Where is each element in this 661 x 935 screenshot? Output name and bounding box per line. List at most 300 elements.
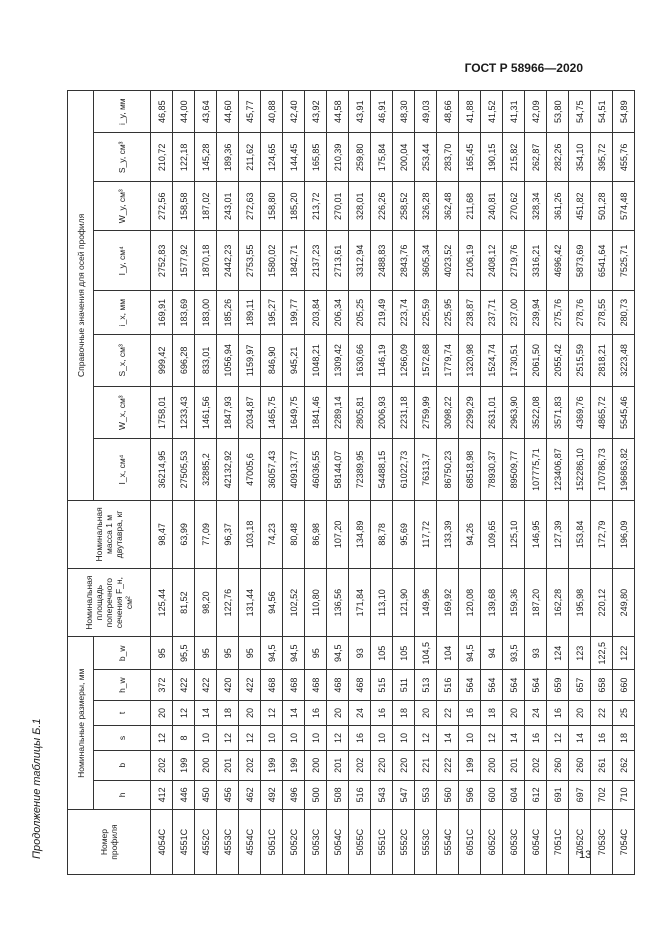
table-cell: 278,55 bbox=[591, 291, 613, 334]
table-cell: 14 bbox=[437, 725, 459, 750]
page-number: 13 bbox=[579, 849, 592, 861]
table-cell: 604 bbox=[503, 780, 525, 810]
table-cell: 210,39 bbox=[327, 133, 349, 182]
table-cell: 543 bbox=[371, 780, 393, 810]
table-cell: 20 bbox=[327, 700, 349, 725]
table-cell: 1524,74 bbox=[481, 334, 503, 386]
table-cell: 2231,18 bbox=[393, 387, 415, 439]
table-cell: 94,26 bbox=[459, 500, 481, 568]
table-cell: 46,85 bbox=[151, 91, 173, 133]
table-cell: 27505,53 bbox=[173, 439, 195, 500]
table-cell: 139,68 bbox=[481, 569, 503, 637]
table-cell: 94,56 bbox=[261, 569, 283, 637]
profile-number-cell: 4553С bbox=[217, 810, 239, 875]
table-row bbox=[349, 91, 371, 875]
table-cell: 103,18 bbox=[239, 500, 261, 568]
table-cell: 187,02 bbox=[195, 182, 217, 231]
table-cell: 24 bbox=[525, 700, 547, 725]
table-cell: 41,31 bbox=[503, 91, 525, 133]
table-cell: 659 bbox=[547, 670, 569, 701]
table-cell: 102,52 bbox=[283, 569, 305, 637]
table-cell: 328,34 bbox=[525, 182, 547, 231]
table-cell: 48,30 bbox=[393, 91, 415, 133]
table-cell: 612 bbox=[525, 780, 547, 810]
table-cell: 2753,55 bbox=[239, 231, 261, 291]
table-row bbox=[569, 91, 591, 875]
table-cell: 149,96 bbox=[415, 569, 437, 637]
table-row bbox=[151, 91, 173, 875]
table-cell: 175,84 bbox=[371, 133, 393, 182]
table-cell: 43,64 bbox=[195, 91, 217, 133]
table-cell: 89509,77 bbox=[503, 439, 525, 500]
table-cell: 1580,02 bbox=[261, 231, 283, 291]
profile-number-cell: 6053С bbox=[503, 810, 525, 875]
table-cell: 2818,21 bbox=[591, 334, 613, 386]
table-cell: 86750,23 bbox=[437, 439, 459, 500]
table-row bbox=[459, 91, 481, 875]
table-cell: 98,20 bbox=[195, 569, 217, 637]
profile-number-cell: 5553С bbox=[415, 810, 437, 875]
table-cell: 94,5 bbox=[283, 637, 305, 670]
table-cell: 282,26 bbox=[547, 133, 569, 182]
table-cell: 190,15 bbox=[481, 133, 503, 182]
table-cell: 36214,95 bbox=[151, 439, 173, 500]
table-cell: 201 bbox=[217, 751, 239, 781]
rotated-table-wrapper bbox=[67, 90, 629, 875]
table-cell: 237,00 bbox=[503, 291, 525, 334]
table-cell: 1649,75 bbox=[283, 387, 305, 439]
header-sy: S_y, см³ bbox=[94, 133, 151, 182]
table-cell: 833,01 bbox=[195, 334, 217, 386]
profile-number-cell: 7051С bbox=[547, 810, 569, 875]
table-cell: 372 bbox=[151, 670, 173, 701]
table-cell: 4369,76 bbox=[569, 387, 591, 439]
header-area: Номинальная площадь поперечного сечения F_н, см² bbox=[68, 569, 151, 637]
table-cell: 1630,66 bbox=[349, 334, 371, 386]
table-cell: 1758,01 bbox=[151, 387, 173, 439]
table-cell: 220 bbox=[371, 751, 393, 781]
table-cell: 516 bbox=[437, 670, 459, 701]
table-cell: 270,62 bbox=[503, 182, 525, 231]
table-cell: 16 bbox=[547, 700, 569, 725]
table-cell: 702 bbox=[591, 780, 613, 810]
table-cell: 945,21 bbox=[283, 334, 305, 386]
table-cell: 2488,83 bbox=[371, 231, 393, 291]
table-cell: 516 bbox=[349, 780, 371, 810]
table-cell: 272,63 bbox=[239, 182, 261, 231]
table-cell: 547 bbox=[393, 780, 415, 810]
table-cell: 1842,71 bbox=[283, 231, 305, 291]
table-cell: 18 bbox=[217, 700, 239, 725]
table-cell: 12 bbox=[415, 725, 437, 750]
table-cell: 107,20 bbox=[327, 500, 349, 568]
table-cell: 420 bbox=[217, 670, 239, 701]
table-cell: 134,89 bbox=[349, 500, 371, 568]
table-cell: 3316,21 bbox=[525, 231, 547, 291]
table-cell: 2061,50 bbox=[525, 334, 547, 386]
table-cell: 54,75 bbox=[569, 91, 591, 133]
table-cell: 40,88 bbox=[261, 91, 283, 133]
table-cell: 40913,77 bbox=[283, 439, 305, 500]
table-cell: 564 bbox=[503, 670, 525, 701]
table-cell: 5873,69 bbox=[569, 231, 591, 291]
table-cell: 10 bbox=[305, 725, 327, 750]
header-s: s bbox=[94, 725, 151, 750]
table-cell: 696,28 bbox=[173, 334, 195, 386]
table-cell: 2719,76 bbox=[503, 231, 525, 291]
table-cell: 280,73 bbox=[613, 291, 635, 334]
table-cell: 183,69 bbox=[173, 291, 195, 334]
table-cell: 104 bbox=[437, 637, 459, 670]
table-cell: 260 bbox=[547, 751, 569, 781]
table-cell: 203,84 bbox=[305, 291, 327, 334]
table-cell: 395,72 bbox=[591, 133, 613, 182]
table-cell: 456 bbox=[217, 780, 239, 810]
profile-number-cell: 4554С bbox=[239, 810, 261, 875]
table-cell: 564 bbox=[481, 670, 503, 701]
table-cell: 2515,59 bbox=[569, 334, 591, 386]
table-cell: 41,88 bbox=[459, 91, 481, 133]
table-cell: 6541,64 bbox=[591, 231, 613, 291]
table-cell: 450 bbox=[195, 780, 217, 810]
table-cell: 20 bbox=[569, 700, 591, 725]
table-cell: 3312,94 bbox=[349, 231, 371, 291]
table-cell: 86,98 bbox=[305, 500, 327, 568]
table-cell: 95 bbox=[217, 637, 239, 670]
table-cell: 169,92 bbox=[437, 569, 459, 637]
table-cell: 104,5 bbox=[415, 637, 437, 670]
table-cell: 2752,83 bbox=[151, 231, 173, 291]
table-cell: 10 bbox=[393, 725, 415, 750]
table-cell: 361,26 bbox=[547, 182, 569, 231]
table-cell: 88,78 bbox=[371, 500, 393, 568]
table-cell: 1841,46 bbox=[305, 387, 327, 439]
table-cell: 113,10 bbox=[371, 569, 393, 637]
table-cell: 213,72 bbox=[305, 182, 327, 231]
table-cell: 1461,56 bbox=[195, 387, 217, 439]
profile-number-cell: 6051С bbox=[459, 810, 481, 875]
table-cell: 2006,93 bbox=[371, 387, 393, 439]
table-cell: 278,76 bbox=[569, 291, 591, 334]
table-row bbox=[283, 91, 305, 875]
table-cell: 259,80 bbox=[349, 133, 371, 182]
table-cell: 697 bbox=[569, 780, 591, 810]
table-cell: 215,82 bbox=[503, 133, 525, 182]
table-cell: 1048,21 bbox=[305, 334, 327, 386]
table-cell: 2408,12 bbox=[481, 231, 503, 291]
table-cell: 262,87 bbox=[525, 133, 547, 182]
table-cell: 1730,51 bbox=[503, 334, 525, 386]
table-cell: 122 bbox=[613, 637, 635, 670]
table-cell: 16 bbox=[525, 725, 547, 750]
table-cell: 12 bbox=[173, 700, 195, 725]
table-cell: 45,77 bbox=[239, 91, 261, 133]
table-cell: 553 bbox=[415, 780, 437, 810]
table-cell: 110,80 bbox=[305, 569, 327, 637]
table-cell: 122,76 bbox=[217, 569, 239, 637]
table-cell: 223,74 bbox=[393, 291, 415, 334]
table-cell: 131,44 bbox=[239, 569, 261, 637]
table-cell: 2843,76 bbox=[393, 231, 415, 291]
table-cell: 511 bbox=[393, 670, 415, 701]
header-ix-moment: I_x, см⁴ bbox=[94, 439, 151, 500]
table-cell: 165,85 bbox=[305, 133, 327, 182]
table-cell: 202 bbox=[525, 751, 547, 781]
header-profile: Номер профиля bbox=[68, 810, 151, 875]
table-cell: 2106,19 bbox=[459, 231, 481, 291]
header-ix-radius: i_x, мм bbox=[94, 291, 151, 334]
table-cell: 22 bbox=[591, 700, 613, 725]
table-cell: 162,28 bbox=[547, 569, 569, 637]
table-cell: 93 bbox=[349, 637, 371, 670]
table-cell: 96,37 bbox=[217, 500, 239, 568]
table-cell: 2713,61 bbox=[327, 231, 349, 291]
header-wy: W_y, см³ bbox=[94, 182, 151, 231]
table-cell: 468 bbox=[305, 670, 327, 701]
table-cell: 600 bbox=[481, 780, 503, 810]
profile-number-cell: 5055С bbox=[349, 810, 371, 875]
table-cell: 225,59 bbox=[415, 291, 437, 334]
table-cell: 189,36 bbox=[217, 133, 239, 182]
table-row bbox=[393, 91, 415, 875]
table-cell: 12 bbox=[217, 725, 239, 750]
table-cell: 144,45 bbox=[283, 133, 305, 182]
table-cell: 515 bbox=[371, 670, 393, 701]
table-cell: 158,80 bbox=[261, 182, 283, 231]
table-cell: 54488,15 bbox=[371, 439, 393, 500]
table-cell: 219,49 bbox=[371, 291, 393, 334]
table-row bbox=[547, 91, 569, 875]
table-cell: 18 bbox=[613, 725, 635, 750]
table-cell: 117,72 bbox=[415, 500, 437, 568]
table-cell: 10 bbox=[283, 725, 305, 750]
table-cell: 121,90 bbox=[393, 569, 415, 637]
table-cell: 1056,94 bbox=[217, 334, 239, 386]
table-body bbox=[151, 91, 635, 875]
table-row bbox=[217, 91, 239, 875]
table-cell: 1870,18 bbox=[195, 231, 217, 291]
table-cell: 98,47 bbox=[151, 500, 173, 568]
table-row bbox=[371, 91, 393, 875]
table-row bbox=[415, 91, 437, 875]
table-cell: 95 bbox=[151, 637, 173, 670]
table-cell: 196863,82 bbox=[613, 439, 635, 500]
table-row bbox=[195, 91, 217, 875]
table-cell: 10 bbox=[195, 725, 217, 750]
table-cell: 2137,23 bbox=[305, 231, 327, 291]
table-cell: 14 bbox=[283, 700, 305, 725]
profile-number-cell: 5052С bbox=[283, 810, 305, 875]
table-cell: 513 bbox=[415, 670, 437, 701]
table-cell: 199 bbox=[261, 751, 283, 781]
table-row bbox=[173, 91, 195, 875]
table-cell: 80,48 bbox=[283, 500, 305, 568]
table-cell: 3098,22 bbox=[437, 387, 459, 439]
table-cell: 200 bbox=[195, 751, 217, 781]
table-row bbox=[613, 91, 635, 875]
header-sx: S_x, см³ bbox=[94, 334, 151, 386]
table-cell: 200 bbox=[305, 751, 327, 781]
header-hw: h_w bbox=[94, 670, 151, 701]
table-cell: 125,10 bbox=[503, 500, 525, 568]
table-row bbox=[437, 91, 459, 875]
table-cell: 238,87 bbox=[459, 291, 481, 334]
table-cell: 1577,92 bbox=[173, 231, 195, 291]
table-cell: 4023,52 bbox=[437, 231, 459, 291]
table-cell: 36057,43 bbox=[261, 439, 283, 500]
table-cell: 42,40 bbox=[283, 91, 305, 133]
table-cell: 1266,09 bbox=[393, 334, 415, 386]
table-cell: 171,84 bbox=[349, 569, 371, 637]
table-cell: 94,5 bbox=[327, 637, 349, 670]
table-cell: 8 bbox=[173, 725, 195, 750]
table-cell: 202 bbox=[151, 751, 173, 781]
table-cell: 153,84 bbox=[569, 500, 591, 568]
table-cell: 43,91 bbox=[349, 91, 371, 133]
table-cell: 249,80 bbox=[613, 569, 635, 637]
table-cell: 124 bbox=[547, 637, 569, 670]
table-cell: 47005,6 bbox=[239, 439, 261, 500]
table-cell: 76313,7 bbox=[415, 439, 437, 500]
profile-number-cell: 5054С bbox=[327, 810, 349, 875]
table-cell: 501,28 bbox=[591, 182, 613, 231]
profile-number-cell: 6054С bbox=[525, 810, 547, 875]
table-cell: 152286,10 bbox=[569, 439, 591, 500]
table-cell: 226,26 bbox=[371, 182, 393, 231]
table-cell: 136,56 bbox=[327, 569, 349, 637]
table-cell: 44,60 bbox=[217, 91, 239, 133]
profile-number-cell: 4054С bbox=[151, 810, 173, 875]
profile-number-cell: 5053С bbox=[305, 810, 327, 875]
profile-number-cell: 7052С bbox=[569, 810, 591, 875]
table-cell: 261 bbox=[591, 751, 613, 781]
table-cell: 120,08 bbox=[459, 569, 481, 637]
table-cell: 451,82 bbox=[569, 182, 591, 231]
table-cell: 58144,07 bbox=[327, 439, 349, 500]
table-cell: 94 bbox=[481, 637, 503, 670]
table-cell: 12 bbox=[261, 700, 283, 725]
table-cell: 77,09 bbox=[195, 500, 217, 568]
table-cell: 32885,2 bbox=[195, 439, 217, 500]
profile-number-cell: 7054С bbox=[613, 810, 635, 875]
table-cell: 49,03 bbox=[415, 91, 437, 133]
table-cell: 468 bbox=[327, 670, 349, 701]
table-cell: 221 bbox=[415, 751, 437, 781]
table-cell: 158,58 bbox=[173, 182, 195, 231]
table-row bbox=[305, 91, 327, 875]
table-cell: 1159,97 bbox=[239, 334, 261, 386]
table-cell: 205,25 bbox=[349, 291, 371, 334]
table-cell: 468 bbox=[283, 670, 305, 701]
table-cell: 14 bbox=[195, 700, 217, 725]
table-cell: 326,28 bbox=[415, 182, 437, 231]
profile-number-cell: 5051С bbox=[261, 810, 283, 875]
table-cell: 272,56 bbox=[151, 182, 173, 231]
table-cell: 42,09 bbox=[525, 91, 547, 133]
table-cell: 1779,74 bbox=[437, 334, 459, 386]
table-cell: 105 bbox=[371, 637, 393, 670]
table-cell: 362,48 bbox=[437, 182, 459, 231]
table-cell: 4865,72 bbox=[591, 387, 613, 439]
header-b: b bbox=[94, 751, 151, 781]
table-row bbox=[503, 91, 525, 875]
table-cell: 253,44 bbox=[415, 133, 437, 182]
table-cell: 72389,95 bbox=[349, 439, 371, 500]
table-cell: 239,94 bbox=[525, 291, 547, 334]
table-cell: 172,79 bbox=[591, 500, 613, 568]
table-row bbox=[261, 91, 283, 875]
table-row bbox=[239, 91, 261, 875]
table-cell: 20 bbox=[239, 700, 261, 725]
profile-number-cell: 5552С bbox=[393, 810, 415, 875]
table-cell: 574,48 bbox=[613, 182, 635, 231]
table-cell: 199 bbox=[173, 751, 195, 781]
table-cell: 94,5 bbox=[261, 637, 283, 670]
table-cell: 25 bbox=[613, 700, 635, 725]
table-cell: 105 bbox=[393, 637, 415, 670]
table-cell: 564 bbox=[525, 670, 547, 701]
table-cell: 195,98 bbox=[569, 569, 591, 637]
table-cell: 2631,01 bbox=[481, 387, 503, 439]
table-cell: 200,04 bbox=[393, 133, 415, 182]
table-cell: 710 bbox=[613, 780, 635, 810]
table-cell: 2442,23 bbox=[217, 231, 239, 291]
table-cell: 660 bbox=[613, 670, 635, 701]
header-reference-values: Справочные значения для осей профиля bbox=[68, 91, 94, 501]
table-cell: 63,99 bbox=[173, 500, 195, 568]
table-cell: 270,01 bbox=[327, 182, 349, 231]
table-cell: 237,71 bbox=[481, 291, 503, 334]
header-bw: b_w bbox=[94, 637, 151, 670]
table-cell: 3605,34 bbox=[415, 231, 437, 291]
table-cell: 258,52 bbox=[393, 182, 415, 231]
table-cell: 564 bbox=[459, 670, 481, 701]
table-cell: 422 bbox=[173, 670, 195, 701]
table-cell: 109,65 bbox=[481, 500, 503, 568]
table-cell: 124,65 bbox=[261, 133, 283, 182]
table-cell: 691 bbox=[547, 780, 569, 810]
table-cell: 422 bbox=[195, 670, 217, 701]
table-cell: 4696,42 bbox=[547, 231, 569, 291]
table-cell: 211,68 bbox=[459, 182, 481, 231]
table-cell: 492 bbox=[261, 780, 283, 810]
table-cell: 2289,14 bbox=[327, 387, 349, 439]
table-cell: 846,90 bbox=[261, 334, 283, 386]
table-row bbox=[525, 91, 547, 875]
profile-number-cell: 7053С bbox=[591, 810, 613, 875]
header-wx: W_x, см³ bbox=[94, 387, 151, 439]
table-cell: 14 bbox=[503, 725, 525, 750]
header-iy-radius: i_y, мм bbox=[94, 91, 151, 133]
table-cell: 107775,71 bbox=[525, 439, 547, 500]
table-cell: 275,76 bbox=[547, 291, 569, 334]
header-iy-moment: I_y, см⁴ bbox=[94, 231, 151, 291]
table-cell: 3223,48 bbox=[613, 334, 635, 386]
table-cell: 422 bbox=[239, 670, 261, 701]
table-cell: 12 bbox=[239, 725, 261, 750]
table-cell: 1465,75 bbox=[261, 387, 283, 439]
table-cell: 222 bbox=[437, 751, 459, 781]
table-cell: 508 bbox=[327, 780, 349, 810]
table-cell: 283,70 bbox=[437, 133, 459, 182]
table-cell: 1309,42 bbox=[327, 334, 349, 386]
table-cell: 496 bbox=[283, 780, 305, 810]
table-cell: 95 bbox=[195, 637, 217, 670]
table-cell: 260 bbox=[569, 751, 591, 781]
table-cell: 133,39 bbox=[437, 500, 459, 568]
table-cell: 10 bbox=[459, 725, 481, 750]
table-cell: 122,5 bbox=[591, 637, 613, 670]
